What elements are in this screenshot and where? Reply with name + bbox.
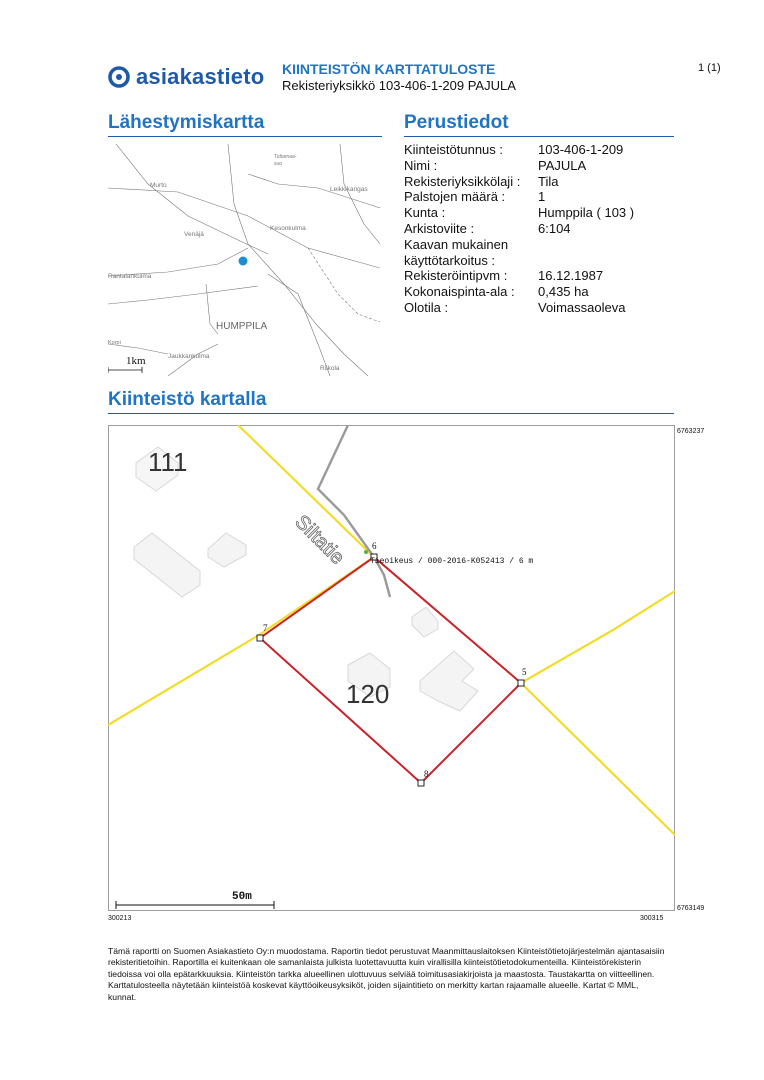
- road-right-annotation: Tieoikeus / 000-2016-K052413 / 6 m: [370, 557, 534, 566]
- document-subtitle: Rekisteriyksikkö 103-406-1-209 PAJULA: [282, 78, 516, 93]
- footer-disclaimer: Tämä raportti on Suomen Asiakastieto Oy:n muodostama. Raportin tiedot perustuvat Maanmittauslaitoksen Kiinteistötietojärjestelmän ajantasaisiin rekisteritietoihin. Raportilla ei kuitenkaan ole samanlaista julkista luotettavuutta kuin virallisilla kiinteistötietodokumenteilla. Kiinteistörekisterin tiedoissa voi olla epätarkkuuksia. Kiinteistön tarkka alueellinen ulottuvuus selviää toimitusasiakirjoista ja maastosta. Taustakartta on viitteellinen. Karttatulosteella näytetään kiinteistöä koskevat käyttöoikeusyksiköt, joiden sijaintitieto on merkitty kartan rajaamalle alueelle. Kartat © MML, kunnat.: [108, 946, 665, 1002]
- info-key: Kunta :: [404, 205, 446, 221]
- section-approach-map: Lähestymiskartta: [108, 112, 265, 133]
- overview-scale-label: 1km: [126, 355, 146, 367]
- info-key: käyttötarkoitus :: [404, 252, 496, 268]
- overview-scale-bar: [108, 355, 146, 373]
- map-frame: [109, 426, 675, 911]
- page-number: 1 (1): [698, 62, 721, 74]
- place-humppila: HUMPPILA: [216, 321, 268, 332]
- info-row: [404, 253, 634, 269]
- road-name: Siltatie: [290, 510, 349, 569]
- place-riikola: Riikola: [320, 365, 340, 372]
- info-key: Olotila :: [404, 299, 449, 315]
- info-row: [404, 221, 634, 237]
- info-key: Kaavan mukainen: [404, 236, 509, 252]
- point-label: 8: [424, 769, 429, 779]
- point-label: 5: [522, 667, 527, 677]
- place-korpi: Korpi: [108, 340, 121, 346]
- info-key: Nimi :: [404, 157, 438, 173]
- info-row: [404, 142, 634, 158]
- reference-point: [364, 550, 368, 554]
- info-value: 0,435 ha: [538, 284, 589, 300]
- info-value: 1: [538, 189, 546, 205]
- parcel-111-label: 111: [148, 447, 188, 477]
- info-value: 16.12.1987: [538, 268, 604, 284]
- coord-bottom-left: 300213: [108, 915, 132, 922]
- place-kesonkulma: Kesonkulma: [270, 225, 306, 232]
- info-row: [404, 300, 634, 316]
- logo-text: asiakastieto: [136, 64, 265, 89]
- place-rantalankulma: Rantalankulma: [108, 273, 152, 280]
- info-key: Arkistoviite :: [404, 220, 475, 236]
- parcel-120-label: 120: [346, 679, 390, 709]
- section-divider: [108, 136, 382, 137]
- point-label: 7: [263, 623, 268, 633]
- place-tuttamaa: Tuttamaa-: [274, 154, 297, 160]
- coord-bottom-mid: 300315: [640, 915, 664, 922]
- info-value: Voimassaoleva: [538, 299, 626, 315]
- info-value: 6:104: [538, 220, 571, 236]
- info-row: [404, 237, 634, 253]
- property-map: [108, 425, 675, 911]
- coord-bottom-right: 6763149: [677, 905, 705, 912]
- point-label: 6: [372, 541, 377, 551]
- place-murto: Murto: [150, 182, 167, 189]
- coord-top-right: 6763237: [677, 428, 705, 435]
- info-row: [404, 158, 634, 174]
- section-divider: [404, 136, 674, 137]
- info-row: [404, 205, 634, 221]
- info-row: [404, 189, 634, 205]
- section-property-map: Kiinteistö kartalla: [108, 389, 267, 410]
- info-row: [404, 268, 634, 284]
- info-key: Rekisteriyksikkölaji :: [404, 173, 521, 189]
- place-suo: suo: [274, 161, 283, 167]
- section-divider: [108, 413, 674, 414]
- info-row: [404, 284, 634, 300]
- map-scale-label: 50m: [232, 891, 252, 903]
- info-key: Rekisteröintipvm :: [404, 268, 508, 284]
- place-jaukkankulma: Jaukkankulma: [168, 353, 210, 360]
- brand-logo: [108, 64, 264, 90]
- document-title: KIINTEISTÖN KARTTATULOSTE: [282, 61, 496, 77]
- info-key: Palstojen määrä :: [404, 189, 506, 205]
- basic-info-table: [404, 142, 634, 316]
- info-value: Humppila ( 103 ): [538, 205, 635, 221]
- info-value: PAJULA: [538, 157, 587, 173]
- info-key: Kiinteistötunnus :: [404, 142, 504, 157]
- asiakastieto-logo-icon: [108, 66, 130, 88]
- info-value: 103-406-1-209: [538, 142, 624, 157]
- property-location-marker: [239, 257, 248, 266]
- info-value: Tila: [538, 173, 559, 189]
- section-basic-info: Perustiedot: [404, 112, 509, 133]
- place-venaja: Venäjä: [184, 231, 204, 238]
- info-row: [404, 174, 634, 190]
- overview-map: [108, 144, 380, 376]
- info-key: Kokonaispinta-ala :: [404, 284, 515, 300]
- place-leikkikangas: Leikkikangas: [330, 186, 368, 193]
